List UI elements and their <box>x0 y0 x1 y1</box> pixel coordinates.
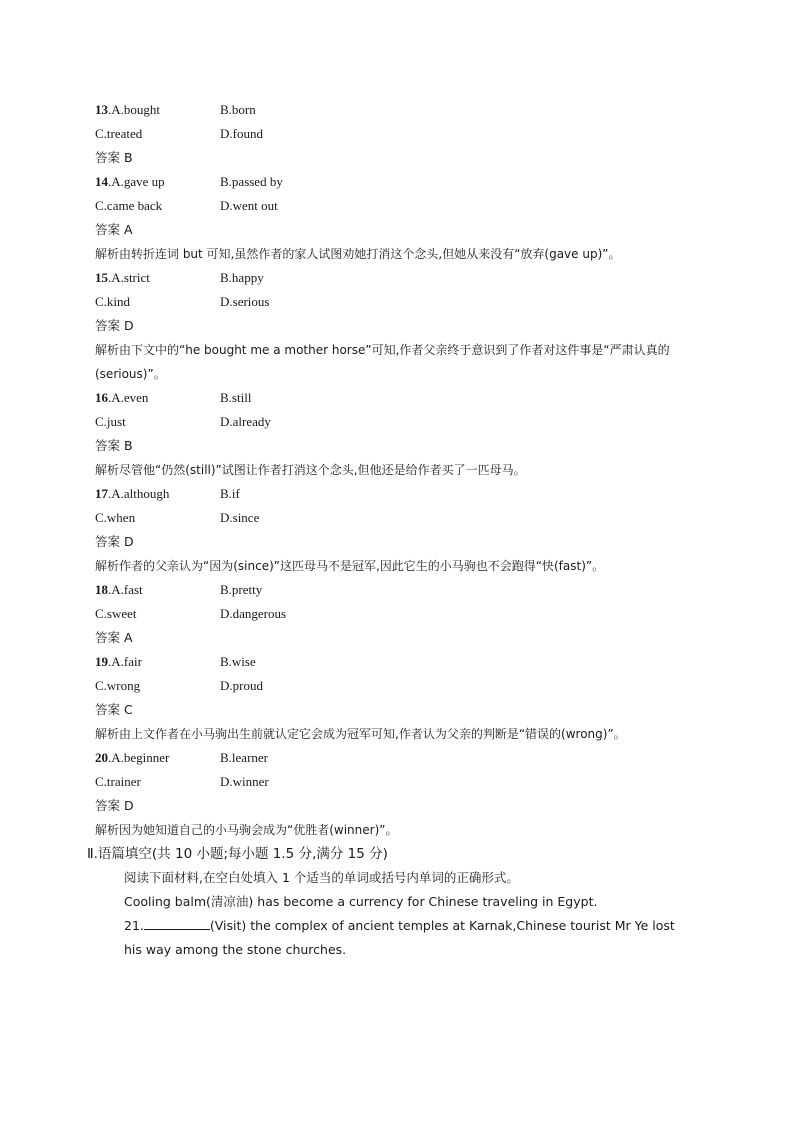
question-19-options-cd <box>95 674 695 698</box>
option-d: D.already <box>220 414 271 429</box>
question-20-options-cd <box>95 770 695 794</box>
option-d: D.proud <box>220 678 263 693</box>
answer-19: 答案 C <box>95 702 133 717</box>
passage-intro: Cooling balm(清凉油) has become a currency for Chinese traveling in Egypt. <box>124 894 598 909</box>
option-d: D.serious <box>220 294 270 309</box>
option-d: D.dangerous <box>220 606 287 621</box>
option-a: 18.A.fast <box>95 582 143 597</box>
question-14-options-cd <box>95 194 695 218</box>
explanation-16: 解析尽管他“仍然(still)”试图让作者打消这个念头,但他还是给作者买了一匹母马。 <box>95 463 526 477</box>
question-17-options-ab <box>95 482 695 506</box>
option-b: B.happy <box>220 270 264 285</box>
option-d: D.since <box>220 510 260 525</box>
question-21-number: 21. <box>124 918 144 933</box>
question-15-options-ab <box>95 266 695 290</box>
question-16-options-ab <box>95 386 695 410</box>
answer-14: 答案 A <box>95 222 133 237</box>
explanation-20: 解析因为她知道自己的小马驹会成为“优胜者(winner)”。 <box>95 823 398 837</box>
option-c: C.came back <box>95 198 163 213</box>
option-c: C.trainer <box>95 774 141 789</box>
option-b: B.if <box>220 486 240 501</box>
question-13-options-cd <box>95 122 695 146</box>
option-b: B.passed by <box>220 174 283 189</box>
question-18-options-ab <box>95 578 695 602</box>
question-number: 14 <box>95 174 108 189</box>
option-a: 13.A.bought <box>95 102 160 117</box>
question-14-options-ab <box>95 170 695 194</box>
option-a: 16.A.even <box>95 390 149 405</box>
option-a: 20.A.beginner <box>95 750 170 765</box>
answer-20: 答案 D <box>95 798 134 813</box>
question-number: 18 <box>95 582 108 597</box>
question-15-options-cd <box>95 290 695 314</box>
answer-18: 答案 A <box>95 630 133 645</box>
option-c: C.wrong <box>95 678 141 693</box>
option-d: D.went out <box>220 198 278 213</box>
option-a: 19.A.fair <box>95 654 142 669</box>
answer-17: 答案 D <box>95 534 134 549</box>
option-b: B.born <box>220 102 256 117</box>
answer-blank[interactable] <box>144 915 210 930</box>
section-title: Ⅱ.语篇填空(共 10 小题;每小题 1.5 分,满分 15 分) <box>87 846 388 862</box>
question-20-options-ab <box>95 746 695 770</box>
question-16-options-cd <box>95 410 695 434</box>
option-c: C.sweet <box>95 606 137 621</box>
answer-13: 答案 B <box>95 150 133 165</box>
option-c: C.when <box>95 510 136 525</box>
question-number: 17 <box>95 486 108 501</box>
option-c: C.just <box>95 414 126 429</box>
question-13-options-ab <box>95 98 695 122</box>
option-d: D.winner <box>220 774 269 789</box>
question-17-options-cd <box>95 506 695 530</box>
option-c: C.treated <box>95 126 143 141</box>
question-21 <box>95 914 695 962</box>
explanation-17: 解析作者的父亲认为“因为(since)”这匹母马不是冠军,因此它生的小马驹也不会跑得“快(fast)”。 <box>95 559 605 573</box>
option-a: 17.A.although <box>95 486 170 501</box>
option-b: B.still <box>220 390 252 405</box>
option-b: B.pretty <box>220 582 263 597</box>
answer-16: 答案 B <box>95 438 133 453</box>
explanation-19: 解析由上文作者在小马驹出生前就认定它会成为冠军可知,作者认为父亲的判断是“错误的(wrong)”。 <box>95 727 626 741</box>
question-number: 19 <box>95 654 108 669</box>
option-c: C.kind <box>95 294 131 309</box>
question-18-options-cd <box>95 602 695 626</box>
explanation-15: 解析由下文中的“he bought me a mother horse”可知,作者父亲终于意识到了作者对这件事是“严肃认真的(serious)”。 <box>95 343 670 381</box>
explanation-14: 解析由转折连词 but 可知,虽然作者的家人试图劝她打消这个念头,但她从来没有“放弃(gave up)”。 <box>95 247 621 261</box>
option-a: 15.A.strict <box>95 270 150 285</box>
question-number: 13 <box>95 102 108 117</box>
question-19-options-ab <box>95 650 695 674</box>
question-number: 20 <box>95 750 108 765</box>
option-a: 14.A.gave up <box>95 174 165 189</box>
question-number: 16 <box>95 390 108 405</box>
option-b: B.wise <box>220 654 256 669</box>
document-content <box>87 98 695 962</box>
answer-15: 答案 D <box>95 318 134 333</box>
section-instruction: 阅读下面材料,在空白处填入 1 个适当的单词或括号内单词的正确形式。 <box>124 870 519 885</box>
option-d: D.found <box>220 126 263 141</box>
option-b: B.learner <box>220 750 269 765</box>
question-number: 15 <box>95 270 108 285</box>
question-21-text: (Visit) the complex of ancient temples at Karnak,Chinese tourist Mr Ye lost his way among the stone churches. <box>124 918 675 957</box>
